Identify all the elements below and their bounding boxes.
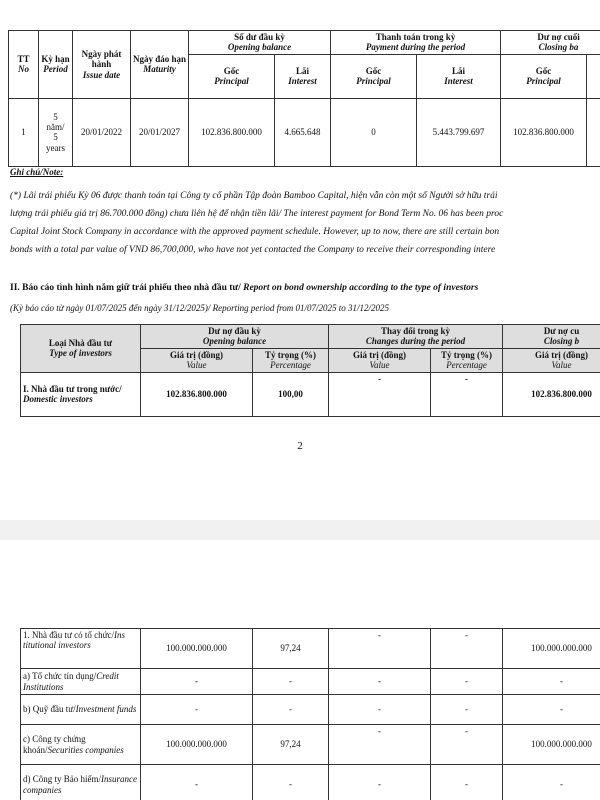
cell-investor-type: I. Nhà đầu tư trong nước/ Domestic investors bbox=[21, 372, 141, 416]
closing-interest-header bbox=[587, 54, 600, 98]
cell-change-pct: - bbox=[431, 695, 503, 725]
payment-principal-header: Gốc Principal bbox=[331, 54, 417, 98]
table-row bbox=[21, 372, 600, 416]
table-row bbox=[9, 98, 600, 166]
bond-payment-table bbox=[8, 30, 600, 167]
table-row bbox=[21, 725, 600, 765]
payment-period-header: Thanh toán trong kỳ Payment during the period bbox=[331, 31, 501, 55]
note-label: Ghi chú/Note: bbox=[10, 167, 64, 177]
section-2-title: II. Báo cáo tình hình nắm giữ trái phiếu theo nhà đầu tư/ Report on bond ownership according to the type of investors bbox=[10, 283, 479, 293]
cell-opening-pct: - bbox=[253, 695, 329, 725]
inv-change-pct-header: Tỷ trọng (%) Percentage bbox=[431, 348, 503, 372]
cell-opening-pct: 97,24 bbox=[253, 725, 329, 765]
inv-opening-value-header: Giá trị (đồng) Value bbox=[141, 348, 253, 372]
cell-closing-value: - bbox=[503, 765, 600, 800]
col-maturity-header: Ngày đáo hạn Maturity bbox=[131, 31, 189, 99]
cell-opening-value: 100.000.000.000 bbox=[141, 629, 253, 669]
cell-change-value: - bbox=[329, 669, 431, 695]
cell-closing-value: 100.000.000.000 bbox=[503, 629, 600, 669]
cell-closing-interest bbox=[587, 98, 600, 166]
cell-payment-interest: 5.443.799.697 bbox=[417, 98, 501, 166]
inv-opening-header: Dư nợ đầu kỳ Opening balance bbox=[141, 325, 329, 349]
cell-change-pct: - bbox=[431, 669, 503, 695]
note-line-4: bonds with a total par value of VND 86,700,000, who have not yet contacted the Company to receive their corresponding intere bbox=[10, 245, 496, 255]
closing-balance-header: Dư nợ cuối Closing ba bbox=[501, 31, 600, 55]
cell-maturity: 20/01/2027 bbox=[131, 98, 189, 166]
cell-payment-principal: 0 bbox=[331, 98, 417, 166]
cell-opening-pct: - bbox=[253, 765, 329, 800]
note-line-3: Capital Joint Stock Company in accordance with the approved payment schedule. However, up to now, there are still certain bon bbox=[10, 227, 500, 237]
table-row bbox=[21, 629, 600, 669]
cell-change-value: - bbox=[329, 725, 431, 765]
cell-opening-value: - bbox=[141, 765, 253, 800]
investor-table-continued bbox=[20, 628, 600, 800]
cell-investor-type: d) Công ty Bảo hiểm/Insurance companies bbox=[21, 765, 141, 800]
cell-investor-type: a) Tổ chức tín dụng/Credit Institutions bbox=[21, 669, 141, 695]
cell-change-pct: - bbox=[431, 725, 503, 765]
cell-change-pct: - bbox=[431, 629, 503, 669]
col-period-header: Kỳ hạn Period bbox=[39, 31, 73, 99]
cell-closing-value: - bbox=[503, 695, 600, 725]
opening-balance-header: Số dư đầu kỳ Opening balance bbox=[189, 31, 331, 55]
closing-principal-header: Gốc Principal bbox=[501, 54, 587, 98]
cell-opening-pct: - bbox=[253, 669, 329, 695]
inv-changes-header: Thay đổi trong kỳ Changes during the period bbox=[329, 325, 503, 349]
cell-tt: 1 bbox=[9, 98, 39, 166]
inv-change-value-header: Giá trị (đồng) Value bbox=[329, 348, 431, 372]
cell-change-pct: - bbox=[431, 765, 503, 800]
inv-closing-value-header: Giá trị (đồng) Value bbox=[503, 348, 600, 372]
cell-closing-value: - bbox=[503, 669, 600, 695]
cell-opening-value: - bbox=[141, 669, 253, 695]
cell-opening-pct: 100,00 bbox=[253, 372, 329, 416]
cell-investor-type: c) Công ty chứng khoán/Securities companies bbox=[21, 725, 141, 765]
cell-investor-type: b) Quỹ đầu tư/Investment funds bbox=[21, 695, 141, 725]
note-line-2: lượng trái phiếu giá trị 86.700.000 đồng) chưa liên hệ để nhận tiền lãi/ The interest payment for Bond Term No. 06 has been proc bbox=[10, 209, 504, 219]
cell-issue-date: 20/01/2022 bbox=[73, 98, 131, 166]
cell-change-value: - bbox=[329, 765, 431, 800]
cell-opening-pct: 97,24 bbox=[253, 629, 329, 669]
investor-table-header bbox=[20, 324, 600, 417]
cell-opening-interest: 4.665.648 bbox=[275, 98, 331, 166]
cell-period: 5 năm/ 5 years bbox=[39, 98, 73, 166]
table-row bbox=[21, 695, 600, 725]
cell-opening-principal: 102.836.800.000 bbox=[189, 98, 275, 166]
cell-closing-value: 100.000.000.000 bbox=[503, 725, 600, 765]
document-page-2 bbox=[0, 540, 600, 800]
page-number: 2 bbox=[297, 440, 303, 452]
section-2-period: (Kỳ báo cáo từ ngày 01/07/2025 đến ngày 31/12/2025)/ Reporting period from 01/07/2025 to 31/12/2025 bbox=[10, 303, 390, 313]
inv-opening-pct-header: Tỷ trọng (%) Percentage bbox=[253, 348, 329, 372]
note-line-1: (*) Lãi trái phiếu Kỳ 06 được thanh toán tại Công ty cổ phần Tập đoàn Bamboo Capital, hiện vẫn còn một số Người sở hữu trái bbox=[10, 191, 498, 201]
cell-closing-principal: 102.836.800.000 bbox=[501, 98, 587, 166]
cell-investor-type: 1. Nhà đầu tư có tổ chức/Ins titutional investors bbox=[21, 629, 141, 669]
cell-opening-value: - bbox=[141, 695, 253, 725]
cell-change-value: - bbox=[329, 372, 431, 416]
table-row bbox=[21, 765, 600, 800]
cell-opening-value: 100.000.000.000 bbox=[141, 725, 253, 765]
cell-change-value: - bbox=[329, 629, 431, 669]
cell-opening-value: 102.836.800.000 bbox=[141, 372, 253, 416]
inv-closing-header: Dư nợ cu Closing b bbox=[503, 325, 600, 349]
col-tt-header: TT No bbox=[9, 31, 39, 99]
cell-change-value: - bbox=[329, 695, 431, 725]
opening-interest-header: Lãi Interest bbox=[275, 54, 331, 98]
cell-closing-value: 102.836.800.000 bbox=[503, 372, 600, 416]
table-row bbox=[21, 669, 600, 695]
payment-interest-header: Lãi Interest bbox=[417, 54, 501, 98]
cell-change-pct: - bbox=[431, 372, 503, 416]
col-issue-date-header: Ngày phát hành Issue date bbox=[73, 31, 131, 99]
opening-principal-header: Gốc Principal bbox=[189, 54, 275, 98]
investor-type-header: Loại Nhà đầu tư Type of investors bbox=[21, 325, 141, 373]
